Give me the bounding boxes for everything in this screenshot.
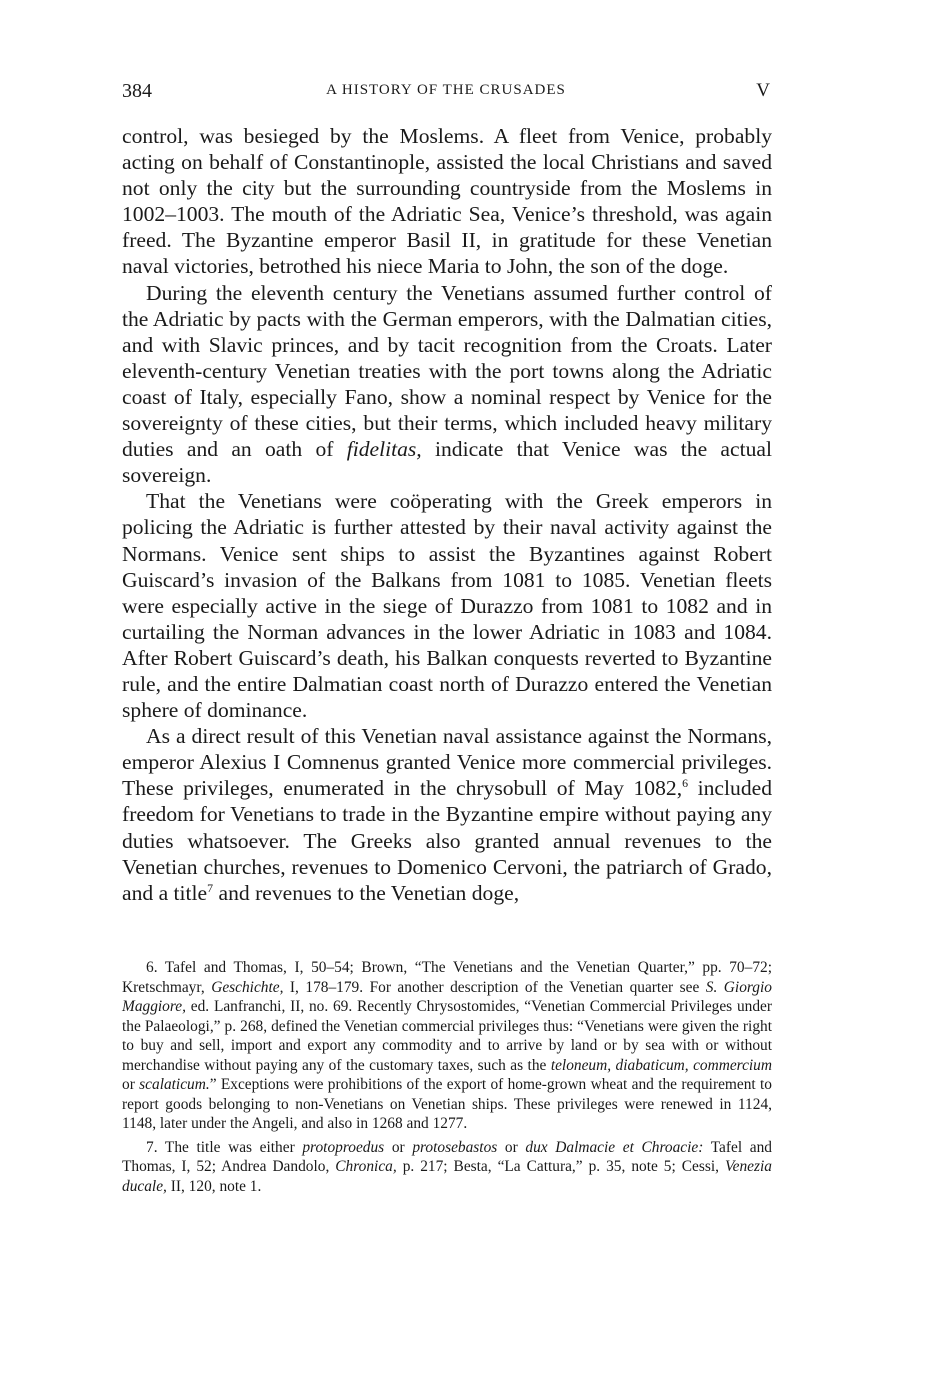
footnote-7-text-3: or xyxy=(504,1138,518,1156)
footnote-6-text-1: Tafel and Thomas, I, 50–54; Brown, “The Venetians and the Venetian Quarter,” pp. 70–72; Kretschmayr, xyxy=(122,959,772,996)
footnote-ref-7: 7 xyxy=(207,880,214,895)
footnotes xyxy=(122,958,772,1200)
body-text xyxy=(122,123,772,906)
footnote-6-italic-3: teloneum, diabaticum, commercium xyxy=(550,1056,772,1074)
footnote-7-number: 7. xyxy=(146,1138,158,1156)
paragraph-2-text-a: During the eleventh century the Venetians assumed further control of the Adriatic by pacts with the German emperors, with the Dalmatian cities, and with Slavic princes, and by tacit recognition from the Croats. Later eleventh-century Venetian treaties with the port towns along the Adriatic coast of Italy, especially Fano, show a nominal respect by Venice for the sovereignty of these cities, but their terms, which included heavy military duties and an oath of xyxy=(122,280,772,462)
footnote-6-number: 6. xyxy=(146,959,158,976)
footnote-7-italic-1: protoproedus xyxy=(302,1138,385,1156)
footnote-6 xyxy=(122,958,772,1134)
footnote-7-text-2: or xyxy=(391,1138,405,1156)
footnote-7-text-1: The title was either xyxy=(164,1138,295,1156)
paragraph-4-text-a: As a direct result of this Venetian naval assistance against the Normans, emperor Alexius I Comnenus granted Venice more commercial privileges. These privileges, enumerated in the chrysobull of May 1082, xyxy=(122,724,772,801)
footnote-7-italic-5: Venezia ducale, xyxy=(122,1158,772,1195)
footnote-6-text-3: ed. Lanfranchi, II, no. 69. Recently Chrysostomides, “Venetian Commercial Privileges under the Palaeologi,” p. 268, defined the Venetian commercial privileges thus: “Venetians were given the right to buy and sell, import and export any commodity and to arrive by land or by sea with or without merchandise without paying any of the customary taxes, such as the xyxy=(122,998,772,1074)
paragraph-2 xyxy=(122,280,772,489)
paragraph-1 xyxy=(122,123,772,280)
running-title: A HISTORY OF THE CRUSADES xyxy=(326,82,566,98)
footnote-7-italic-4: Chronica, xyxy=(335,1158,397,1175)
page-number: 384 xyxy=(122,80,152,102)
footnote-7-italic-3: dux Dalmacie et Chroacie: xyxy=(525,1138,704,1156)
paragraph-2-text-b: indicate that Venice was the actual sovereign. xyxy=(122,437,772,488)
paragraph-3 xyxy=(122,488,772,723)
paragraph-3-text: That the Venetians were coöperating with the Greek emperors in policing the Adriatic is further attested by their naval activity against the Normans. Venice sent ships to assist the Byzantines against Robert Guiscard’s invasion of the Balkans from 1081 to 1085. Venetian fleets were especially active in the siege of Durazzo from 1081 to 1082 and in curtailing the Norman advances in the lower Adriatic in 1083 and 1084. After Robert Guiscard’s death, his Balkan conquests reverted to Byzantine rule, and the entire Dalmatian coast north of Durazzo entered the Venetian sphere of dominance. xyxy=(122,489,772,723)
paragraph-2-italic: fidelitas, xyxy=(346,437,422,462)
paragraph-4-text-b: included freedom for Venetians to trade in the Byzantine empire without paying any duties whatsoever. The Greeks also granted annual revenues to the Venetian churches, revenues to Domenico Cervoni, the patriarch of Grado, and a title xyxy=(122,776,772,905)
footnote-6-text-5: ” Exceptions were prohibitions of the export of home-grown wheat and the requirement to report goods belonging to non-Venetians on Venetian ships. These privileges were renewed in 1124, 1148, later under the Angeli, and also in 1268 and 1277. xyxy=(122,1076,772,1132)
footnote-6-italic-4: scalaticum. xyxy=(139,1076,210,1093)
footnote-7-text-5: p. 217; Besta, “La Cattura,” p. 35, note 5; Cessi, xyxy=(402,1158,719,1175)
paragraph-4 xyxy=(122,723,772,906)
footnote-6-italic-2: S. Giorgio Maggiore, xyxy=(122,978,772,1015)
part-label: V xyxy=(756,80,770,101)
footnote-6-text-2: I, 178–179. For another description of the Venetian quarter see xyxy=(289,978,700,996)
footnote-ref-6: 6 xyxy=(682,776,689,791)
footnote-7 xyxy=(122,1138,772,1197)
footnote-7-text-4: Tafel and Thomas, I, 52; Andrea Dandolo, xyxy=(122,1138,772,1175)
paragraph-4-text-c: and revenues to the Venetian doge, xyxy=(218,880,520,905)
footnote-7-text-6: II, 120, note 1. xyxy=(170,1177,262,1195)
paragraph-1-text: control, was besieged by the Moslems. A fleet from Venice, probably acting on behalf of Constantinople, assisted the local Christians and saved not only the city but the surrounding countryside from the Moslems in 1002–1003. The mouth of the Adriatic Sea, Venice’s threshold, was again freed. The Byzantine emperor Basil II, in gratitude for these Venetian naval victories, betrothed his niece Maria to John, the son of the doge. xyxy=(122,124,772,279)
running-head xyxy=(122,80,770,106)
footnote-6-text-4: or xyxy=(122,1076,135,1093)
footnote-7-italic-2: protosebastos xyxy=(412,1138,498,1156)
footnote-6-italic-1: Geschichte, xyxy=(211,978,284,996)
